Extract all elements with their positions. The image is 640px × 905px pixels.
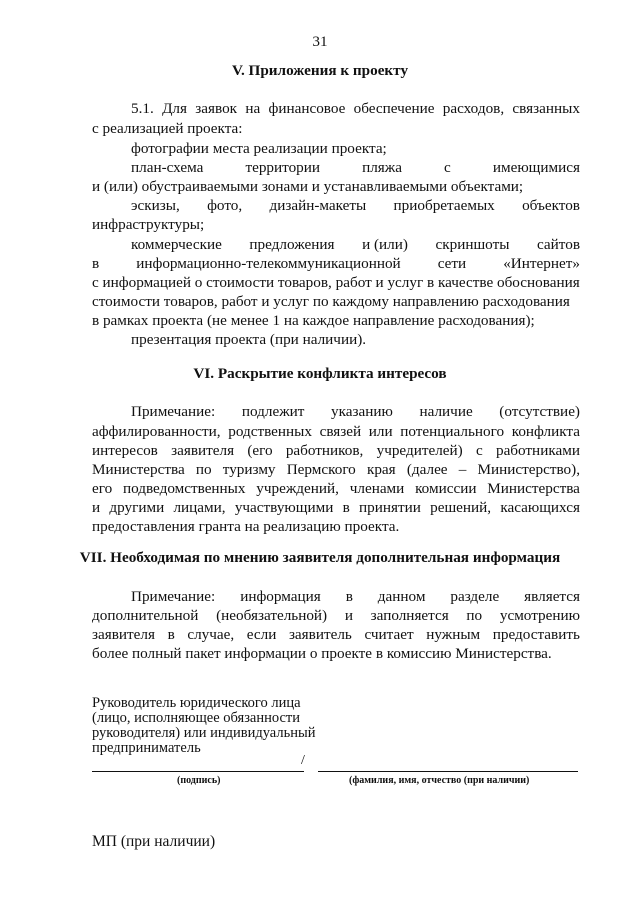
word: эскизы, xyxy=(131,197,180,214)
word: края xyxy=(366,461,396,478)
word: заполняется xyxy=(370,607,449,624)
word: 5.1. xyxy=(131,100,154,117)
word: предложения xyxy=(249,236,335,253)
section-6-line2 xyxy=(92,423,580,441)
word: Для xyxy=(162,100,187,117)
word: усмотрению xyxy=(499,607,580,624)
word: потенциального xyxy=(400,423,505,440)
word: принятии xyxy=(359,499,421,516)
word: нужным xyxy=(426,626,481,643)
word: (далее xyxy=(406,461,448,478)
word: Пермского xyxy=(286,461,356,478)
word: сайтов xyxy=(537,236,580,253)
word: заявителя xyxy=(92,626,155,643)
section-6-line5 xyxy=(92,480,580,498)
section-5-photos: фотографии места реализации проекта; xyxy=(131,140,387,157)
section-5-comm-line3: с информацией о стоимости товаров, работ и услуг в качестве обоснования xyxy=(92,274,580,291)
word: территории xyxy=(245,159,321,176)
word: разделе xyxy=(450,588,500,605)
word: другими xyxy=(109,499,165,516)
section-5-plan-line2: и (или) обустраиваемыми зонами и устанавливаемыми объектами; xyxy=(92,178,524,195)
word: (отсутствие) xyxy=(499,403,580,420)
word: данном xyxy=(377,588,426,605)
word: дизайн-макеты xyxy=(269,197,367,214)
word: указанию xyxy=(331,403,393,420)
section-5-comm-line5: в рамках проекта (не менее 1 на каждое направление расходования); xyxy=(92,312,535,329)
word: Министерства xyxy=(487,480,580,497)
word: с xyxy=(444,159,451,176)
word: заявителя xyxy=(171,442,235,459)
section-5-sketch-line2: инфраструктуры; xyxy=(92,216,205,233)
section-5-presentation: презентация проекта (при наличии). xyxy=(131,331,367,348)
word: решений, xyxy=(430,499,492,516)
word: комиссии xyxy=(415,480,477,497)
word: по xyxy=(466,607,483,624)
section-5-comm-line4: стоимости товаров, работ и услуг по каждому направлению расходования xyxy=(92,293,570,310)
word: заявитель xyxy=(288,626,352,643)
signatory-line4: предприниматель xyxy=(92,740,201,756)
word: имеющимися xyxy=(492,159,580,176)
word: коммерческие xyxy=(131,236,222,253)
word: план-схема xyxy=(131,159,204,176)
section-6-line7: предоставления гранта на реализацию проекта. xyxy=(92,518,400,535)
word: членами xyxy=(349,480,405,497)
word: предоставить xyxy=(492,626,580,643)
section-5-p1-line2: с реализацией проекта: xyxy=(92,120,243,137)
word: – xyxy=(458,461,467,478)
word: Министерство), xyxy=(477,461,580,478)
word: подлежит xyxy=(241,403,305,420)
word: учредителей) xyxy=(376,442,463,459)
section-6-line3 xyxy=(92,442,580,460)
section-7-line1 xyxy=(131,588,580,606)
section-5-sketch-line1 xyxy=(131,197,580,215)
section-6-line6 xyxy=(92,499,580,517)
word: является xyxy=(524,588,580,605)
word: по xyxy=(195,461,212,478)
section-6-line1 xyxy=(131,403,580,421)
section-5-p1-line1 xyxy=(131,100,580,118)
word: считает xyxy=(364,626,414,643)
word: случае, xyxy=(187,626,235,643)
word: в xyxy=(167,626,175,643)
word: обеспечение xyxy=(353,100,435,117)
word: в xyxy=(345,588,353,605)
word: приобретаемых xyxy=(393,197,495,214)
word: (необязательной) xyxy=(216,607,328,624)
word: фото, xyxy=(207,197,243,214)
stamp-place: МП (при наличии) xyxy=(92,833,216,850)
word: касающихся xyxy=(500,499,580,516)
word: Примечание: xyxy=(131,403,216,420)
word: объектов xyxy=(522,197,580,214)
section-6-line4 xyxy=(92,461,580,479)
word: информация xyxy=(240,588,321,605)
section-7-line2 xyxy=(92,607,580,625)
word: работников, xyxy=(285,442,364,459)
word: участвующими xyxy=(234,499,334,516)
name-caption: (фамилия, имя, отчество (при наличии) xyxy=(349,775,530,786)
section-7-line3 xyxy=(92,626,580,644)
word: туризму xyxy=(222,461,276,478)
word: конфликта xyxy=(511,423,580,440)
word: на xyxy=(245,100,261,117)
signatory-line2: (лицо, исполняющее обязанности xyxy=(92,710,301,726)
word: скриншоты xyxy=(435,236,510,253)
word: лицами, xyxy=(173,499,226,516)
section-5-comm-line2 xyxy=(92,255,580,273)
word: заявок xyxy=(195,100,238,117)
signature-separator: / xyxy=(301,753,305,768)
word: если xyxy=(246,626,277,643)
word: интересов xyxy=(92,442,158,459)
section-7-line4: более полный пакет информации о проекте в комиссию Министерства. xyxy=(92,645,552,662)
word: Министерства xyxy=(92,461,185,478)
word: (его xyxy=(247,442,273,459)
word: учреждений, xyxy=(256,480,339,497)
word: «Интернет» xyxy=(503,255,580,272)
word: и (или) xyxy=(362,236,408,253)
word: с xyxy=(475,442,483,459)
word: работниками xyxy=(495,442,580,459)
word: связей xyxy=(319,423,362,440)
word: подведомственных xyxy=(122,480,246,497)
word: в xyxy=(342,499,350,516)
section-5-comm-line1 xyxy=(131,236,580,254)
signatory-line3: руководителя) или индивидуальный xyxy=(92,725,316,741)
word: родственных xyxy=(228,423,312,440)
word: или xyxy=(368,423,393,440)
word: связанных xyxy=(512,100,580,117)
signature-caption: (подпись) xyxy=(177,775,221,786)
word: и xyxy=(92,499,101,516)
page-number: 31 xyxy=(312,33,328,50)
signatory-line1: Руководитель юридического лица xyxy=(92,695,301,711)
word: наличие xyxy=(419,403,473,420)
word: аффилированности, xyxy=(92,423,221,440)
word: информационно-телекоммуникационной xyxy=(136,255,401,272)
word: сети xyxy=(437,255,467,272)
word: и xyxy=(344,607,353,624)
word: пляжа xyxy=(362,159,402,176)
word: его xyxy=(92,480,113,497)
section-5-title: V. Приложения к проекту xyxy=(231,62,409,79)
word: Примечание: xyxy=(131,588,216,605)
section-6-title: VI. Раскрытие конфликта интересов xyxy=(193,365,447,382)
section-5-plan-line1 xyxy=(131,159,580,177)
word: дополнительной xyxy=(92,607,199,624)
word: расходов, xyxy=(442,100,505,117)
section-7-title: VII. Необходимая по мнению заявителя дополнительная информация xyxy=(79,549,561,566)
word: финансовое xyxy=(268,100,346,117)
word: в xyxy=(92,255,100,272)
